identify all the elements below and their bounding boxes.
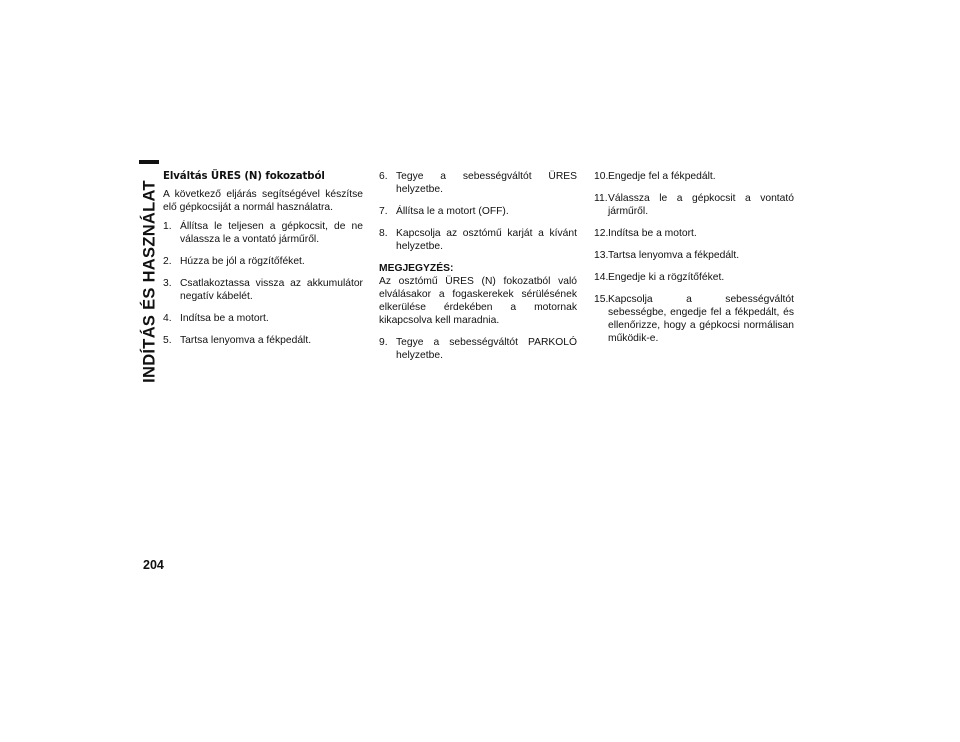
- steps-list-1: [163, 220, 363, 347]
- step-item: [594, 249, 794, 262]
- step-item: [379, 205, 577, 218]
- step-text: Tartsa lenyomva a fékpedált.: [180, 335, 312, 346]
- step-text: Kapcsolja a sebességváltót sebességbe, engedje fel a fékpedált, és ellenőrizze, hogy a gépkocsi normálisan működik-e.: [608, 294, 794, 344]
- step-text: Tegye a sebességváltót PARKOLÓ helyzetbe.: [396, 337, 577, 361]
- step-number: 12.: [594, 228, 609, 239]
- step-text: Indítsa be a motort.: [180, 313, 269, 324]
- section-heading: Elváltás ÜRES (N) fokozatból: [163, 171, 325, 182]
- page-number: 204: [143, 558, 164, 572]
- step-item: [379, 336, 577, 362]
- section-title-vertical: INDÍTÁS ÉS HASZNÁLAT: [140, 180, 159, 383]
- note-title: MEGJEGYZÉS:: [379, 263, 454, 274]
- step-text: Tartsa lenyomva a fékpedált.: [608, 250, 740, 261]
- step-number: 15.: [594, 294, 609, 305]
- column-2: [379, 170, 577, 371]
- step-text: Csatlakoztassa vissza az akkumulátor negatív kábelét.: [180, 278, 363, 302]
- step-item: [379, 227, 577, 253]
- step-number: 9.: [379, 337, 388, 348]
- intro-paragraph: A következő eljárás segítségével készítse elő gépkocsiját a normál használatra.: [163, 189, 363, 213]
- step-number: 11.: [594, 193, 608, 204]
- step-item: [594, 271, 794, 284]
- step-item: [163, 312, 363, 325]
- step-item: [163, 220, 363, 246]
- step-number: 3.: [163, 278, 172, 289]
- step-item: [163, 334, 363, 347]
- step-item: [163, 255, 363, 268]
- step-item: [594, 227, 794, 240]
- step-number: 1.: [163, 221, 172, 232]
- step-text: Húzza be jól a rögzítőféket.: [180, 256, 305, 267]
- side-tab-bar: [139, 160, 159, 164]
- steps-list-2: [379, 170, 577, 253]
- step-number: 14.: [594, 272, 609, 283]
- step-text: Tegye a sebességváltót ÜRES helyzetbe.: [396, 171, 577, 195]
- column-1: [163, 170, 363, 356]
- step-text: Engedje fel a fékpedált.: [608, 171, 716, 182]
- steps-list-2b: [379, 336, 577, 362]
- step-number: 5.: [163, 335, 172, 346]
- note-text: Az osztómű ÜRES (N) fokozatból való elválásakor a fogaskerekek sérülésének elkerülése érdekében a motornak kikapcsolva kell maradnia.: [379, 276, 577, 326]
- step-item: [594, 293, 794, 345]
- step-number: 8.: [379, 228, 388, 239]
- step-text: Engedje ki a rögzítőféket.: [608, 272, 725, 283]
- step-text: Indítsa be a motort.: [608, 228, 697, 239]
- step-number: 10.: [594, 171, 609, 182]
- step-number: 6.: [379, 171, 388, 182]
- step-text: Állítsa le a motort (OFF).: [396, 206, 509, 217]
- steps-list-3: [594, 170, 794, 345]
- note-block: [379, 262, 577, 327]
- column-3: [594, 170, 794, 354]
- step-item: [594, 170, 794, 183]
- step-item: [379, 170, 577, 196]
- step-item: [594, 192, 794, 218]
- step-text: Állítsa le teljesen a gépkocsit, de ne válassza le a vontató járműről.: [180, 221, 363, 245]
- step-number: 2.: [163, 256, 172, 267]
- step-text: Kapcsolja az osztómű karját a kívánt helyzetbe.: [396, 228, 577, 252]
- section-side-tab: [139, 160, 159, 382]
- step-number: 13.: [594, 250, 609, 261]
- step-number: 4.: [163, 313, 172, 324]
- step-item: [163, 277, 363, 303]
- step-text: Válassza le a gépkocsit a vontató járműről.: [608, 193, 794, 217]
- step-number: 7.: [379, 206, 388, 217]
